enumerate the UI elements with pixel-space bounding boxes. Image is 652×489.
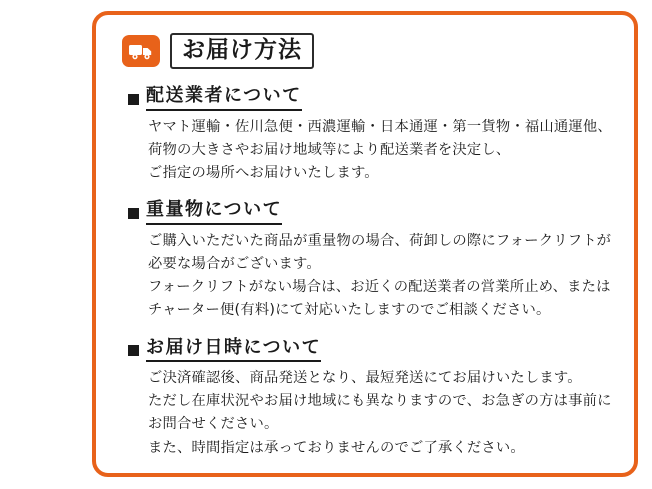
body-line: 必要な場合がございます。: [148, 256, 321, 273]
section-delivery-datetime: [122, 336, 612, 460]
section-heading: 重量物について: [146, 199, 282, 225]
body-line: ただし在庫状況やお届け地域にも異なりますので、お急ぎの方は事前に: [148, 393, 612, 410]
section-heading-row: [122, 337, 608, 363]
section-body: [122, 116, 612, 185]
body-line: チャーター便(有料)にて対応いたしますのでご相談ください。: [148, 302, 551, 319]
delivery-info-card: [92, 11, 638, 477]
card-title-row: [122, 33, 608, 69]
section-heading: お届け日時について: [146, 337, 321, 363]
bullet-square-icon: [128, 208, 139, 219]
body-line: ご購入いただいた商品が重量物の場合、荷卸しの際にフォークリフトが: [148, 232, 612, 249]
section-carrier: [122, 85, 612, 185]
card-inner: [96, 15, 634, 470]
page-title: お届け方法: [170, 33, 314, 69]
section-body: [122, 230, 612, 323]
body-line: フォークリフトがない場合は、お近くの配送業者の営業所止め、または: [148, 279, 611, 296]
body-line: お問合せください。: [148, 416, 279, 433]
body-line: 荷物の大きさやお届け地域等により配送業者を決定し、: [148, 142, 511, 159]
body-line: ヤマト運輸・佐川急便・西濃運輸・日本通運・第一貨物・福山通運他、: [148, 118, 612, 135]
body-line: ご決済確認後、商品発送となり、最短発送にてお届けいたします。: [148, 370, 582, 387]
section-heavy-items: [122, 199, 612, 322]
bullet-square-icon: [128, 94, 139, 105]
body-line: ご指定の場所へお届けいたします。: [148, 165, 379, 182]
delivery-truck-icon: [122, 35, 160, 67]
section-body: [122, 367, 612, 460]
section-heading-row: [122, 199, 608, 225]
section-heading: 配送業者について: [146, 85, 302, 111]
bullet-square-icon: [128, 345, 139, 356]
section-heading-row: [122, 85, 608, 111]
body-line: また、時間指定は承っておりませんのでご了承ください。: [148, 439, 525, 456]
